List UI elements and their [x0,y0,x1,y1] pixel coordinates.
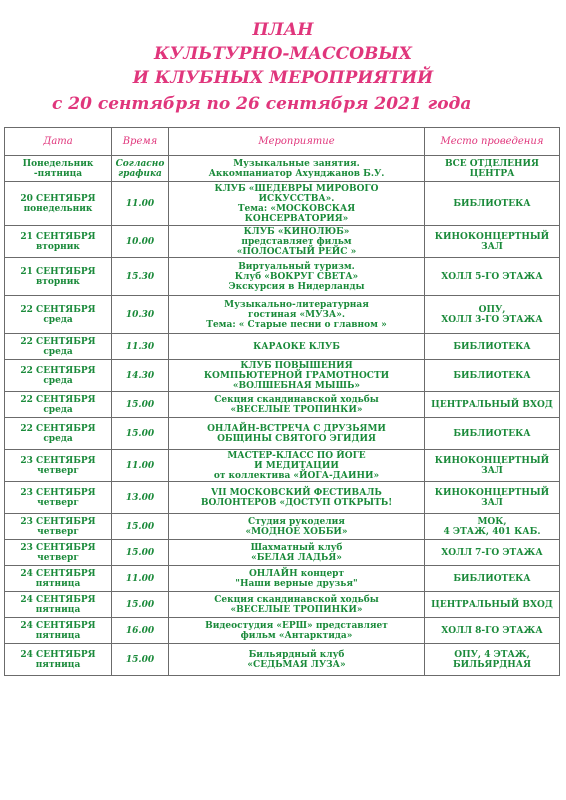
table-row [5,258,560,296]
event-cell-line: Экскурсия в Нидерланды [228,281,365,292]
table-row [5,450,560,482]
table-row [5,334,560,360]
date-cell-line: четверг [37,526,79,537]
date-cell [5,514,112,540]
table-row [5,618,560,644]
date-cell-line: 24 СЕНТЯБРЯ [20,594,96,605]
event-cell-line: «СЕДЬМАЯ ЛУЗА» [247,659,346,670]
date-cell-line: 23 СЕНТЯБРЯ [20,487,96,498]
event-cell-line: КАРАОКЕ КЛУБ [253,341,340,352]
time-cell [112,296,169,334]
time-cell [112,514,169,540]
event-cell-line: ОНЛАЙН концерт [248,568,345,579]
table-row [5,592,560,618]
event-cell [169,418,425,450]
date-cell-line: понедельник [23,203,93,214]
date-cell [5,418,112,450]
event-cell [169,182,425,226]
event-cell-line: «ВЕСЕЛЫЕ ТРОПИНКИ» [230,404,363,415]
events-table [4,127,560,676]
table-row [5,182,560,226]
time-cell-line: 15.00 [125,599,155,610]
date-cell-line: 20 СЕНТЯБРЯ [20,193,96,204]
table-row [5,360,560,392]
event-cell-line: "Наши верные друзья" [235,578,358,589]
date-cell [5,182,112,226]
table-row [5,540,560,566]
date-cell [5,296,112,334]
time-cell-line: 11.30 [125,341,155,352]
event-cell [169,450,425,482]
place-cell-line: БИБЛИОТЕКА [453,341,531,352]
date-cell [5,360,112,392]
place-cell [425,226,560,258]
place-cell-line: ЗАЛ [481,465,503,476]
event-cell-line: КОНСЕРВАТОРИЯ» [244,213,349,224]
event-cell [169,258,425,296]
time-cell-line: 11.00 [125,198,155,209]
place-cell [425,296,560,334]
table-row [5,482,560,514]
event-cell-line: И МЕДИТАЦИИ [254,460,339,471]
event-cell [169,392,425,418]
table-row [5,566,560,592]
place-cell [425,482,560,514]
event-cell-line: Тема: «МОСКОВСКАЯ [237,203,356,214]
plan-date-range: с 20 сентября по 26 сентября 2021 года [52,94,472,114]
date-cell [5,392,112,418]
time-cell-line: 15.00 [125,428,155,439]
place-cell [425,618,560,644]
date-cell-line: вторник [36,276,80,287]
place-cell-line: ОПУ, [478,304,506,315]
event-cell-line: Музыкальные занятия. [233,158,360,169]
time-cell-line: 11.00 [125,573,155,584]
event-cell-line: Видеостудия «ЕРШ» представляет [205,620,388,631]
time-cell-line: 13.00 [125,492,155,503]
date-cell-line: 21 СЕНТЯБРЯ [20,231,96,242]
date-cell-line: среда [43,433,73,444]
date-cell [5,592,112,618]
place-cell-line: МОК, [477,516,507,527]
event-cell-line: от коллектива «ЙОГА-ДАИНИ» [213,470,380,481]
time-cell [112,644,169,676]
event-cell-line: КЛУБ «ШЕДЕВРЫ МИРОВОГО [214,183,379,194]
date-cell [5,258,112,296]
place-cell [425,334,560,360]
event-cell-line: КЛУБ ПОВЫШЕНИЯ [240,360,353,371]
date-cell-line: 24 СЕНТЯБРЯ [20,568,96,579]
event-cell-line: ОНЛАЙН-ВСТРЕЧА С ДРУЗЬЯМИ [207,423,386,434]
table-header-row [5,128,560,156]
time-cell [112,156,169,182]
place-cell-line: ЗАЛ [481,241,503,252]
event-cell-line: «МОДНОЕ ХОББИ» [245,526,348,537]
date-cell-line: пятница [35,630,81,641]
event-cell-line: фильм «Антарктида» [240,630,353,641]
date-cell-line: 23 СЕНТЯБРЯ [20,542,96,553]
date-cell-line: четверг [37,465,79,476]
date-cell-line: 23 СЕНТЯБРЯ [20,455,96,466]
time-cell [112,334,169,360]
date-cell-line: среда [43,346,73,357]
time-cell-line: 15.30 [125,271,155,282]
time-cell-line: 15.00 [125,547,155,558]
time-cell-line: 11.00 [125,460,155,471]
event-cell-line: VII МОСКОВСКИЙ ФЕСТИВАЛЬ [211,487,382,498]
place-cell-line: КИНОКОНЦЕРТНЫЙ [434,487,550,498]
event-cell-line: представляет фильм [241,236,352,247]
event-cell [169,226,425,258]
time-cell [112,226,169,258]
date-cell [5,156,112,182]
place-cell [425,156,560,182]
event-cell-line: Студия рукоделия [248,516,345,527]
time-cell [112,592,169,618]
date-cell [5,540,112,566]
event-cell-line: ОБЩИНЫ СВЯТОГО ЭГИДИЯ [217,433,376,444]
column-header-time: Время [112,128,169,156]
date-cell-line: среда [43,404,73,415]
place-cell [425,566,560,592]
place-cell-line: ХОЛЛ 8-ГО ЭТАЖА [441,625,543,636]
date-cell [5,566,112,592]
time-cell [112,392,169,418]
event-cell [169,482,425,514]
place-cell-line: ХОЛЛ 5-ГО ЭТАЖА [441,271,543,282]
event-cell-line: Секция скандинавской ходьбы [214,594,379,605]
time-cell-line: 10.30 [125,309,155,320]
plan-title: ПЛАН [252,20,314,40]
place-cell [425,450,560,482]
event-cell [169,566,425,592]
date-cell [5,226,112,258]
date-cell-line: 23 СЕНТЯБРЯ [20,516,96,527]
date-cell-line: 22 СЕНТЯБРЯ [20,336,96,347]
date-cell-line: пятница [35,578,81,589]
time-cell [112,418,169,450]
event-cell-line: Шахматный клуб [250,542,343,553]
place-cell [425,182,560,226]
place-cell [425,418,560,450]
place-cell-line: ЦЕНТРАЛЬНЫЙ ВХОД [431,599,553,610]
date-cell-line: Понедельник [22,158,94,169]
event-cell [169,540,425,566]
date-cell-line: 22 СЕНТЯБРЯ [20,304,96,315]
event-cell-line: КОМПЬЮТЕРНОЙ ГРАМОТНОСТИ [203,370,390,381]
date-cell-line: 22 СЕНТЯБРЯ [20,394,96,405]
event-cell [169,334,425,360]
time-cell [112,566,169,592]
event-cell [169,592,425,618]
time-cell-line: 10.00 [125,236,155,247]
event-cell-line: Виртуальный туризм. [238,261,355,272]
time-cell [112,618,169,644]
time-cell [112,360,169,392]
date-cell [5,618,112,644]
table-row [5,392,560,418]
column-header-event: Мероприятие [169,128,425,156]
place-cell [425,644,560,676]
event-cell-line: «БЕЛАЯ ЛАДЬЯ» [251,552,342,563]
time-cell [112,540,169,566]
event-cell-line: МАСТЕР-КЛАСС ПО ЙОГЕ [227,450,366,461]
event-cell-line: ИСКУССТВА». [258,193,335,204]
date-cell-line: 22 СЕНТЯБРЯ [20,423,96,434]
event-cell-line: Клуб «ВОКРУГ СВЕТА» [234,271,359,282]
event-cell-line: Тема: « Старые песни о главном » [206,319,387,330]
event-cell-line: Бильярдный клуб [248,649,345,660]
time-cell-line: Согласно [115,158,165,169]
event-cell [169,514,425,540]
place-cell [425,592,560,618]
column-header-place: Место проведения [425,128,560,156]
place-cell [425,514,560,540]
event-cell-line: «ВОЛШЕБНАЯ МЫШЬ» [232,380,361,391]
date-cell-line: -пятница [33,168,83,179]
event-cell [169,296,425,334]
date-cell-line: пятница [35,604,81,615]
place-cell-line: КИНОКОНЦЕРТНЫЙ [434,455,550,466]
date-cell-line: вторник [36,241,80,252]
event-cell [169,644,425,676]
plan-subtitle-line2: И КЛУБНЫХ МЕРОПРИЯТИЙ [132,68,434,88]
event-cell-line: «ПОЛОСАТЫЙ РЕЙС » [236,246,357,257]
place-cell-line: ЦЕНТРА [469,168,515,179]
plan-subtitle-line1: КУЛЬТУРНО-МАССОВЫХ [154,44,412,64]
date-cell [5,334,112,360]
date-cell [5,482,112,514]
time-cell-line: 15.00 [125,521,155,532]
table-body [5,156,560,676]
time-cell [112,182,169,226]
place-cell-line: ЦЕНТРАЛЬНЫЙ ВХОД [431,399,553,410]
place-cell-line: БИЛЬЯРДНАЯ [452,659,532,670]
time-cell-line: 14.30 [125,370,155,381]
place-cell-line: ХОЛЛ 7-ГО ЭТАЖА [441,547,543,558]
place-cell-line: ОПУ, 4 ЭТАЖ, [454,649,530,660]
place-cell-line: ХОЛЛ 3-ГО ЭТАЖА [441,314,543,325]
date-cell [5,450,112,482]
event-cell [169,156,425,182]
place-cell-line: БИБЛИОТЕКА [453,428,531,439]
time-cell-line: 16.00 [125,625,155,636]
time-cell-line: 15.00 [125,399,155,410]
time-cell [112,450,169,482]
place-cell [425,540,560,566]
place-cell [425,360,560,392]
date-cell-line: 24 СЕНТЯБРЯ [20,620,96,631]
date-cell-line: четверг [37,552,79,563]
place-cell-line: КИНОКОНЦЕРТНЫЙ [434,231,550,242]
event-cell-line: «ВЕСЕЛЫЕ ТРОПИНКИ» [230,604,363,615]
place-cell-line: ЗАЛ [481,497,503,508]
place-cell [425,392,560,418]
date-cell-line: 21 СЕНТЯБРЯ [20,266,96,277]
date-cell-line: пятница [35,659,81,670]
date-cell-line: 22 СЕНТЯБРЯ [20,365,96,376]
date-cell-line: среда [43,375,73,386]
event-cell [169,360,425,392]
time-cell-line: графика [118,168,162,179]
place-cell-line: БИБЛИОТЕКА [453,198,531,209]
column-header-date: Дата [5,128,112,156]
date-cell-line: четверг [37,497,79,508]
event-cell-line: гостиная «МУЗА». [248,309,345,320]
time-cell [112,482,169,514]
event-cell-line: КЛУБ «КИНОЛЮБ» [243,226,350,237]
event-cell-line: Музыкально-литературная [224,299,369,310]
time-cell-line: 15.00 [125,654,155,665]
place-cell [425,258,560,296]
date-cell [5,644,112,676]
table-row [5,514,560,540]
table-row [5,156,560,182]
place-cell-line: БИБЛИОТЕКА [453,573,531,584]
date-cell-line: 24 СЕНТЯБРЯ [20,649,96,660]
table-row [5,296,560,334]
date-cell-line: среда [43,314,73,325]
place-cell-line: ВСЕ ОТДЕЛЕНИЯ [445,158,539,169]
time-cell [112,258,169,296]
place-cell-line: 4 ЭТАЖ, 401 КАБ. [443,526,541,537]
table-row [5,418,560,450]
event-cell-line: Аккомпаниатор Ахунджанов Б.У. [208,168,385,179]
table-row [5,226,560,258]
event-cell-line: Секция скандинавской ходьбы [214,394,379,405]
table-row [5,644,560,676]
event-cell-line: ВОЛОНТЕРОВ «ДОСТУП ОТКРЫТЬ! [200,497,393,508]
place-cell-line: БИБЛИОТЕКА [453,370,531,381]
event-cell [169,618,425,644]
